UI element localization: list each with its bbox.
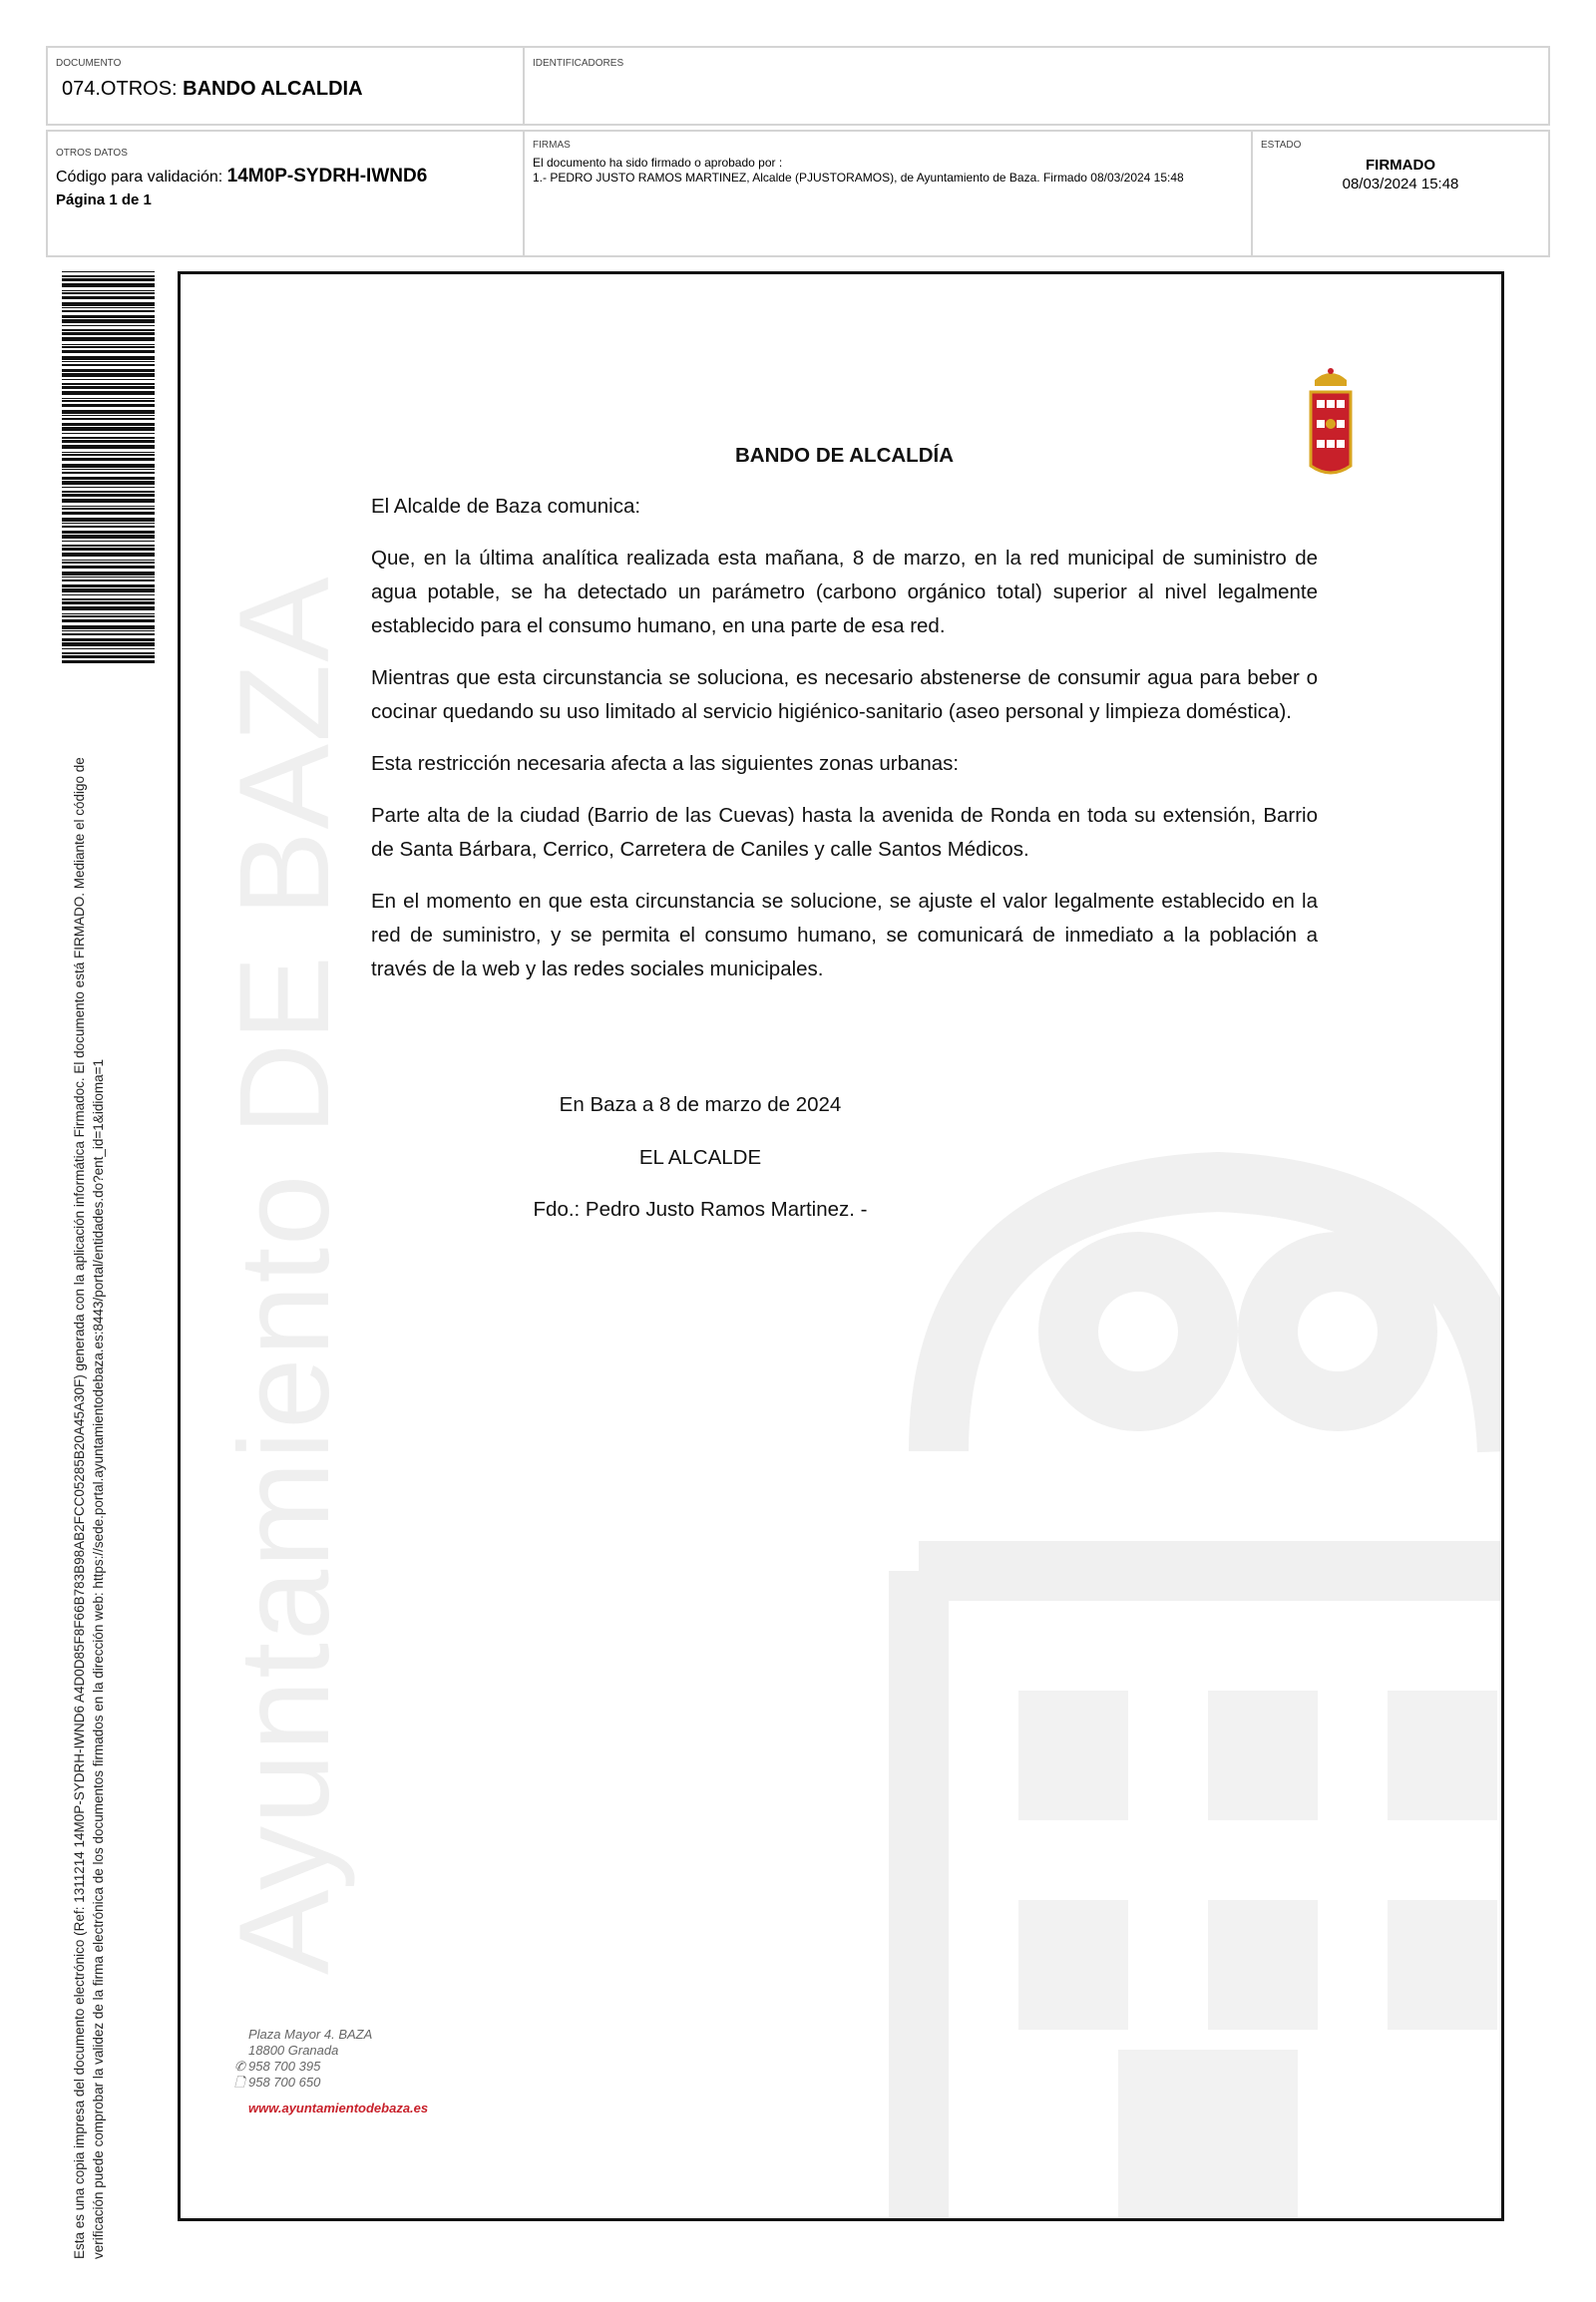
barcode-bar bbox=[62, 329, 155, 331]
barcode-bar bbox=[62, 433, 155, 434]
estado-cell bbox=[1251, 132, 1548, 255]
phone-icon: ✆ bbox=[234, 2059, 245, 2074]
firmas-text bbox=[533, 156, 1243, 186]
barcode-bar bbox=[62, 613, 155, 614]
barcode-bar bbox=[62, 535, 155, 539]
barcode-bar bbox=[62, 652, 155, 654]
barcode-bar bbox=[62, 606, 155, 610]
barcode-bar bbox=[62, 576, 155, 577]
barcode-bar bbox=[62, 630, 155, 631]
barcode-bar bbox=[62, 315, 155, 318]
barcode-bar bbox=[62, 655, 155, 658]
barcode-bar bbox=[62, 319, 155, 323]
barcode-bar bbox=[62, 437, 155, 439]
barcode-bar bbox=[62, 512, 155, 515]
greeting: El Alcalde de Baza comunica: bbox=[371, 495, 641, 518]
documento-title: BANDO ALCALDIA bbox=[183, 78, 363, 100]
barcode-bar bbox=[62, 415, 155, 416]
barcode-bar bbox=[62, 625, 155, 629]
barcode-bar bbox=[62, 454, 155, 456]
barcode-bar bbox=[62, 494, 155, 497]
barcode-bar bbox=[62, 445, 155, 449]
barcode-bar bbox=[62, 566, 155, 569]
barcode-bar bbox=[62, 302, 155, 306]
barcode-bar bbox=[62, 356, 155, 360]
estado-status bbox=[1253, 156, 1548, 193]
signer-title: EL ALCALDE bbox=[638, 1146, 762, 1169]
barcode-bar bbox=[62, 292, 155, 294]
side-text-line-2: verificación puede comprobar la validez de la firma electrónica de los documentos firmados en la dirección web: https://sede.portal.ayuntamientodebaza.es:8443/portal/entidades.do?ent_id=1&idioma=1 bbox=[91, 1059, 106, 2259]
barcode-bar bbox=[62, 491, 155, 493]
barcode-bar bbox=[62, 548, 155, 551]
barcode-bar bbox=[62, 523, 155, 524]
barcode-bar bbox=[62, 588, 155, 592]
barcode-bar bbox=[62, 404, 155, 407]
barcode-bar bbox=[62, 383, 155, 385]
crest-watermark-icon bbox=[739, 1072, 1504, 2219]
barcode-bar bbox=[62, 271, 155, 272]
barcode-bar bbox=[62, 458, 155, 461]
barcode-bar bbox=[62, 545, 155, 547]
barcode-bar bbox=[62, 398, 155, 399]
barcode-bar bbox=[62, 584, 155, 587]
signer-name: Fdo.: Pedro Justo Ramos Martinez. - bbox=[533, 1198, 868, 1221]
barcode-bar bbox=[62, 518, 155, 522]
barcode-bar bbox=[62, 562, 155, 564]
barcode bbox=[62, 271, 155, 663]
barcode-bar bbox=[62, 541, 155, 542]
firmas-intro: El documento ha sido firmado o aprobado por : bbox=[533, 156, 783, 170]
codigo-label: Código para validación: bbox=[56, 169, 223, 186]
firmas-signer: 1.- PEDRO JUSTO RAMOS MARTINEZ, Alcalde (PJUSTORAMOS), de Ayuntamiento de Baza. Firmado 08/03/2024 15:48 bbox=[533, 171, 1184, 185]
documento-prefix: 074.OTROS: bbox=[62, 78, 178, 100]
barcode-bar bbox=[62, 344, 155, 345]
barcode-bar bbox=[62, 350, 155, 353]
body-paragraph: Esta restricción necesaria afecta a las siguientes zonas urbanas: bbox=[371, 752, 960, 775]
body-paragraph: Mientras que esta circunstancia se soluciona, es necesario abstenerse de consumir agua para beber o cocinar quedando su uso limitado al servicio higiénico-sanitario (aseo personal y limpieza doméstica). bbox=[371, 666, 1318, 723]
body-paragraph: En el momento en que esta circunstancia se solucione, se ajuste el valor legalmente establecido en la red de suministro, y se permita el consumo humano, se comunicará de inmediato a la población a través de la web y las redes sociales municipales. bbox=[371, 890, 1318, 980]
barcode-bar bbox=[62, 364, 155, 366]
barcode-bar bbox=[62, 325, 155, 326]
barcode-bar bbox=[62, 346, 155, 348]
barcode-bar bbox=[62, 275, 155, 277]
document-page bbox=[178, 271, 1504, 2221]
barcode-bar bbox=[62, 361, 155, 362]
side-text-line-1: Esta es una copia impresa del documento electrónico (Ref: 1311214 14M0P-SYDRH-IWND6 A4D0D85F8F66B783B98AB2FCC05285B20A45A30F) generada con la aplicación informática Firmadoc. El documento está FIRMADO. Mediante el código de bbox=[72, 757, 87, 2259]
barcode-bar bbox=[62, 427, 155, 431]
barcode-bar bbox=[62, 400, 155, 402]
codigo-value: 14M0P-SYDRH-IWND6 bbox=[226, 166, 428, 187]
date-line: En Baza a 8 de marzo de 2024 bbox=[559, 1093, 842, 1116]
footer-address-2: 18800 Granada bbox=[248, 2043, 339, 2058]
footer-contact bbox=[234, 2027, 429, 2116]
fax-icon: 🗋 bbox=[234, 2075, 245, 2090]
barcode-bar bbox=[62, 310, 155, 312]
barcode-bar bbox=[62, 508, 155, 510]
otros-datos-label: OTROS DATOS bbox=[56, 148, 128, 159]
barcode-bar bbox=[62, 481, 155, 485]
documento-label: DOCUMENTO bbox=[56, 58, 122, 69]
barcode-bar bbox=[62, 440, 155, 443]
barcode-bar bbox=[62, 283, 155, 287]
barcode-bar bbox=[62, 553, 155, 557]
footer-website[interactable]: www.ayuntamientodebaza.es bbox=[248, 2101, 429, 2115]
estado-value: FIRMADO bbox=[1366, 157, 1435, 174]
barcode-bar bbox=[62, 615, 155, 617]
barcode-bar bbox=[62, 307, 155, 308]
barcode-bar bbox=[62, 487, 155, 488]
otros-datos-cell bbox=[48, 132, 523, 255]
firmas-cell bbox=[523, 132, 1251, 255]
barcode-bar bbox=[62, 506, 155, 507]
barcode-bar bbox=[62, 472, 155, 474]
estado-label: ESTADO bbox=[1261, 140, 1302, 151]
firmas-label: FIRMAS bbox=[533, 140, 571, 151]
codigo-validacion bbox=[56, 166, 427, 188]
barcode-bar bbox=[62, 418, 155, 420]
barcode-bar bbox=[62, 648, 155, 649]
barcode-bar bbox=[62, 410, 155, 414]
barcode-bar bbox=[62, 598, 155, 600]
barcode-bar bbox=[62, 499, 155, 503]
barcode-bar bbox=[62, 278, 155, 281]
barcode-bar bbox=[62, 531, 155, 534]
verification-side-text bbox=[70, 718, 108, 2259]
pagina-indicator: Página 1 de 1 bbox=[56, 192, 152, 208]
barcode-bar bbox=[62, 469, 155, 470]
barcode-bar bbox=[62, 526, 155, 528]
barcode-bar bbox=[62, 290, 155, 291]
barcode-bar bbox=[62, 579, 155, 581]
barcode-bar bbox=[62, 601, 155, 604]
identificadores-label: IDENTIFICADORES bbox=[533, 58, 624, 69]
document-body bbox=[371, 542, 1318, 1004]
document-title: BANDO DE ALCALDÍA bbox=[734, 444, 955, 467]
barcode-bar bbox=[62, 642, 155, 646]
body-paragraph: Parte alta de la ciudad (Barrio de las Cuevas) hasta la avenida de Ronda en toda su extensión, Barrio de Santa Bárbara, Cerrico, Carretera de Caniles y calle Santos Médicos. bbox=[371, 804, 1318, 861]
barcode-bar bbox=[62, 594, 155, 595]
body-paragraph: Que, en la última analítica realizada esta mañana, 8 de marzo, en la red municipal de suministro de agua potable, se ha detectado un parámetro (carbono orgánico total) superior al nivel legalmente establecido para el consumo humano, en una parte de esa red. bbox=[371, 547, 1318, 637]
footer-phone: 958 700 395 bbox=[248, 2059, 321, 2074]
header-row-1 bbox=[46, 46, 1550, 126]
identificadores-cell bbox=[523, 48, 1548, 124]
barcode-bar bbox=[62, 423, 155, 426]
barcode-bar bbox=[62, 572, 155, 576]
documento-name bbox=[62, 78, 363, 101]
documento-cell bbox=[48, 48, 523, 124]
barcode-bar bbox=[62, 638, 155, 641]
barcode-bar bbox=[62, 391, 155, 395]
barcode-bar bbox=[62, 633, 155, 635]
footer-address-1: Plaza Mayor 4. BAZA bbox=[248, 2027, 373, 2042]
estado-date: 08/03/2024 15:48 bbox=[1342, 176, 1459, 192]
barcode-bar bbox=[62, 379, 155, 380]
barcode-bar bbox=[62, 464, 155, 468]
barcode-bar bbox=[62, 332, 155, 335]
barcode-bar bbox=[62, 560, 155, 561]
barcode-bar bbox=[62, 369, 155, 372]
barcode-bar bbox=[62, 373, 155, 377]
barcode-bar bbox=[62, 296, 155, 299]
barcode-bar bbox=[62, 619, 155, 622]
footer-fax: 958 700 650 bbox=[248, 2075, 321, 2090]
barcode-bar bbox=[62, 337, 155, 341]
watermark-text: Ayuntamiento DE BAZA bbox=[213, 575, 356, 1975]
barcode-bar bbox=[62, 660, 155, 663]
header-row-2 bbox=[46, 130, 1550, 257]
barcode-bar bbox=[62, 386, 155, 389]
barcode-bar bbox=[62, 452, 155, 453]
barcode-bar bbox=[62, 477, 155, 480]
